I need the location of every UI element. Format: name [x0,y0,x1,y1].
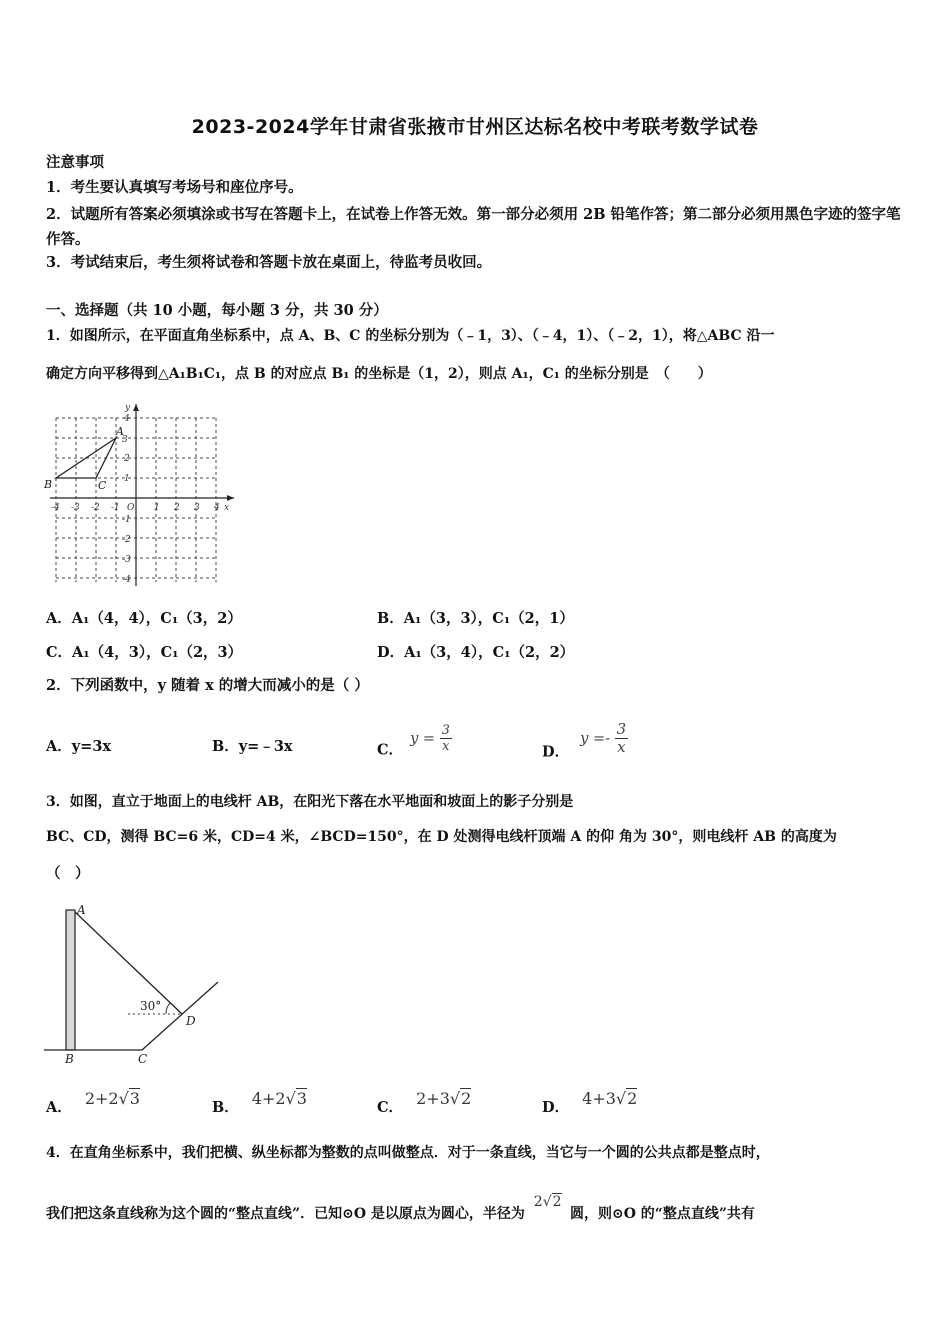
q1-coordinate-figure [42,398,242,588]
q4-text-line2-end: 圆，则⊙O 的“整点直线”共有 [570,1206,755,1222]
x-tick: -3 [71,503,80,513]
q2-option-b[interactable]: B．y=﹣3x [212,738,293,755]
q3-option-c-radicand: 2 [461,1089,472,1108]
q3-option-b[interactable]: B． 4+2√3 [212,1089,307,1116]
point-a-label: A [116,425,124,438]
q1-text-line2: 确定方向平移得到△A₁B₁C₁，点 B 的对应点 B₁ 的坐标是（1，2），则点 A₁，C₁ 的坐标分别是 （ ） [46,366,712,382]
q1-text-line1: 1．如图所示，在平面直角坐标系中，点 A、B、C 的坐标分别为（﹣1，3）、（﹣4，1）、（﹣2，1），将△ABC 沿一 [46,328,775,344]
q3-option-d-label: D． [542,1099,570,1116]
q3-option-c[interactable]: C． 2+3√2 [377,1089,472,1116]
q3-text-line3: （ ） [46,865,90,882]
point-b-label: B [44,478,53,491]
q3-option-d-expr: 4+3 [582,1089,616,1108]
x-tick: -4 [51,503,60,513]
q2-option-d-label: D． [542,743,570,761]
q3-option-c-label: C． [377,1099,404,1116]
notice-item-1: 1．考生要认真填写考场号和座位序号。 [46,179,303,196]
label-a: A [77,903,86,917]
y-tick: -1 [122,515,131,525]
label-d: D [186,1014,196,1028]
q2-option-c-denominator: x [442,739,450,754]
q3-option-d-radicand: 2 [627,1089,638,1108]
q3-option-d[interactable]: D． 4+3√2 [542,1089,638,1116]
q2-option-c[interactable] [377,723,452,766]
y-tick: -3 [122,555,131,565]
x-axis-label: x [224,503,230,513]
q4-radius-radicand: 2 [552,1194,562,1210]
y-tick: -2 [122,535,131,545]
notice-item-3: 3．考试结束后，考生须将试卷和答题卡放在桌面上，待监考员收回。 [46,254,492,271]
notice-item-2: 2．试题所有答案必须填涂或书写在答题卡上，在试卷上作答无效。第一部分必须用 2B 铅笔作答；第二部分必须用黑色字迹的签字笔作答。 [46,206,901,248]
q3-option-b-label: B． [212,1099,239,1116]
label-b: B [65,1052,74,1066]
x-tick: 3 [194,503,200,513]
q2-option-a[interactable]: A．y=3x [46,738,112,755]
y-tick: 1 [124,474,130,484]
q3-option-b-radicand: 3 [296,1089,307,1108]
q2-option-c-lhs: y = [410,730,436,747]
page-title: 2023-2024学年甘肃省张掖市甘州区达标名校中考联考数学试卷 [191,116,759,138]
q3-pole-figure [42,898,232,1068]
y-tick: 3 [122,435,128,445]
q2-option-d-lhs: y =- [580,730,610,747]
x-tick: 2 [174,503,180,513]
q3-option-b-expr: 4+2 [251,1089,286,1108]
y-tick: 2 [124,454,130,464]
q2-option-d-denominator: x [617,738,626,756]
q1-option-a[interactable]: A．A₁（4，4），C₁（3，2） [46,610,242,627]
y-tick: 4 [124,414,130,424]
q2-option-c-label: C． [377,741,404,759]
q3-option-a-radicand: 3 [129,1089,140,1108]
origin-label: O [127,503,135,513]
angle-label: 30° [140,999,162,1013]
x-tick: -1 [111,503,120,513]
q3-option-a[interactable]: A． 2+2√3 [46,1089,140,1116]
q3-option-a-label: A． [46,1099,72,1116]
section-heading: 一、选择题（共 10 小题，每小题 3 分，共 30 分） [46,302,388,319]
q4-text-line1: 4．在直角坐标系中，我们把横、纵坐标都为整数的点叫做整点．对于一条直线，当它与一个圆的公共点都是整点时， [46,1145,770,1161]
q1-option-d[interactable]: D．A₁（3，4），C₁（2，2） [377,644,575,661]
x-tick: -2 [91,503,100,513]
q4-radius-coef: 2 [533,1194,543,1210]
q2-option-c-numerator: 3 [441,723,450,738]
q3-text-line1: 3．如图，直立于地面上的电线杆 AB，在阳光下落在水平地面和坡面上的影子分别是 [46,794,574,810]
q2-option-d-numerator: 3 [616,720,627,738]
label-c: C [138,1052,148,1066]
x-tick: 4 [214,503,220,513]
q2-text: 2．下列函数中，y 随着 x 的增大而减小的是（ ） [46,677,369,694]
q3-option-c-expr: 2+3 [416,1089,450,1108]
y-axis-label: y [125,403,131,413]
q2-option-d[interactable] [542,720,628,770]
q4-text-line2-start: 我们把这条直线称为这个圆的“整点直线”．已知⊙O 是以原点为圆心，半径为 [46,1206,525,1222]
notice-heading: 注意事项 [46,154,104,171]
y-tick: -4 [122,575,131,585]
x-tick: 1 [154,503,160,513]
q3-text-line2: BC、CD，测得 BC=6 米，CD=4 米，∠BCD=150°，在 D 处测得电线杆顶端 A 的仰 角为 30°，则电线杆 AB 的高度为 [46,829,837,845]
q3-option-a-expr: 2+2 [84,1089,119,1108]
q1-option-b[interactable]: B．A₁（3，3），C₁（2，1） [377,610,574,627]
point-c-label: C [98,479,107,492]
q4-text-line2: 我们把这条直线称为这个圆的“整点直线”．已知⊙O 是以原点为圆心，半径为 2√2 圆，则⊙O 的“整点直线”共有 [46,1194,755,1222]
q1-option-c[interactable]: C．A₁（4，3），C₁（2，3） [46,644,243,661]
